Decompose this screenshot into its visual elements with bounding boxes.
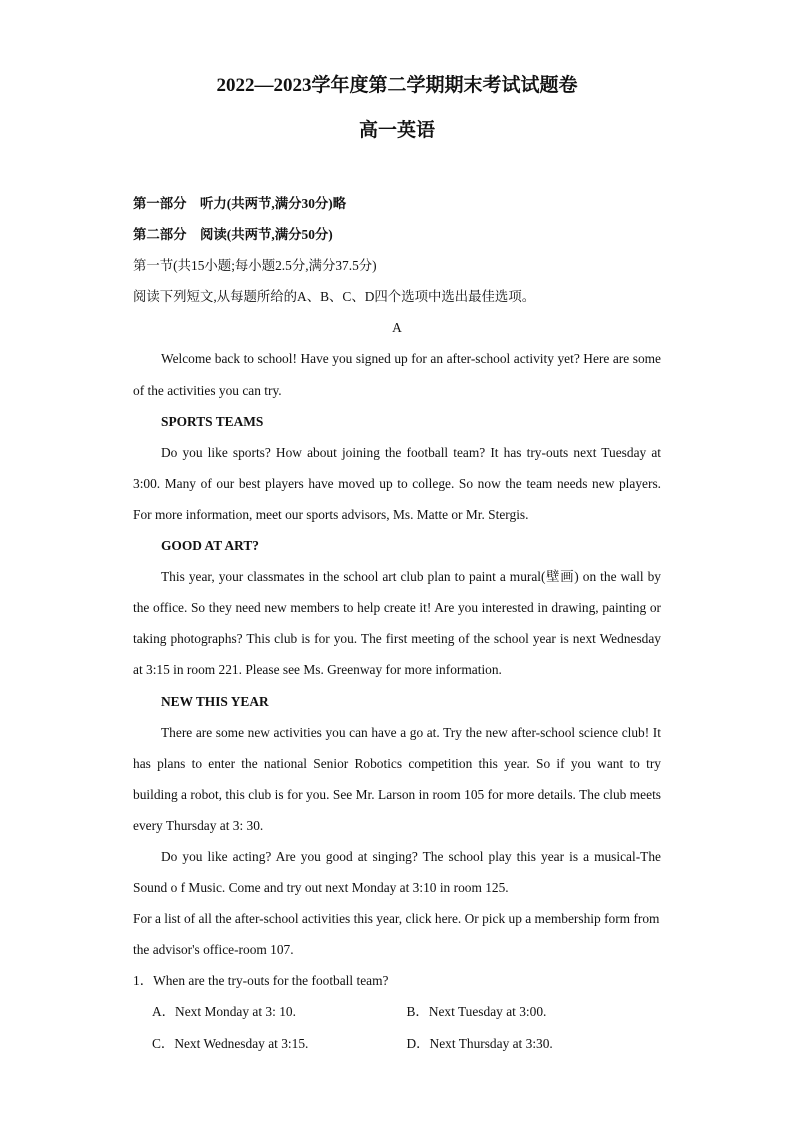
passage-intro: Welcome back to school! Have you signed up for an after-school activity yet? Here are some of the activities you can try. <box>133 351 661 398</box>
page-subtitle: 高一英语 <box>358 120 435 141</box>
closing-paragraph: For a list of all the after-school activities this year, click here. Or pick up a membership form from the advisor's office-room 107. <box>133 911 660 958</box>
passage-letter: A <box>392 320 402 336</box>
option-b: B．Next Tuesday at 3:00. <box>406 1004 547 1020</box>
art-paragraph: This year, your classmates in the school art club plan to paint a mural(壁画) on the wall by the office. So they need new members to help create it! Are you interested in drawing, painting or taking photographs? This club is for you. The first meeting of the school year is next Wednesday at 3:15 in room 221. Please see Ms. Greenway for more information. <box>133 569 661 678</box>
exam-content <box>133 188 661 1059</box>
options-row-1 <box>133 996 661 1027</box>
sports-heading: SPORTS TEAMS <box>161 413 264 429</box>
question-stem: 1．When are the try-outs for the football team? <box>133 973 389 989</box>
option-a: A．Next Monday at 3: 10. <box>152 1004 296 1020</box>
instruction-text: 阅读下列短文,从每题所给的A、B、C、D四个选项中选出最佳选项。 <box>133 289 536 305</box>
new-paragraph-2: Do you like acting? Are you good at singing? The school play this year is a musical-The Sound o f Music. Come and try out next Monday at 3:10 in room 125. <box>133 848 661 896</box>
art-heading: GOOD AT ART? <box>161 538 259 554</box>
sports-paragraph: Do you like sports? How about joining the football team? It has try-outs next Tuesday at 3:00. Many of our best players have moved up to college. So now the team needs new players. For more information, meet our sports advisors, Ms. Matte or Mr. Stergis. <box>133 444 661 522</box>
option-d: D．Next Thursday at 3:30. <box>406 1035 553 1051</box>
part2-heading: 第二部分 阅读(共两节,满分50分) <box>133 227 333 243</box>
options-row-2 <box>133 1028 661 1059</box>
new-paragraph-1: There are some new activities you can have a go at. Try the new after-school science club! It has plans to enter the national Senior Robotics competition this year. So if you want to try building a robot, this club is for you. See Mr. Larson in room 105 for more details. The club meets every Thursday at 3: 30. <box>133 724 661 833</box>
part1-heading: 第一部分 听力(共两节,满分30分)略 <box>133 196 347 211</box>
page-title: 2022—2023学年度第二学期期末考试试题卷 <box>216 75 578 96</box>
section1-heading: 第一节(共15小题;每小题2.5分,满分37.5分) <box>133 258 377 274</box>
new-heading: NEW THIS YEAR <box>161 693 269 709</box>
option-c: C．Next Wednesday at 3:15. <box>152 1035 309 1051</box>
